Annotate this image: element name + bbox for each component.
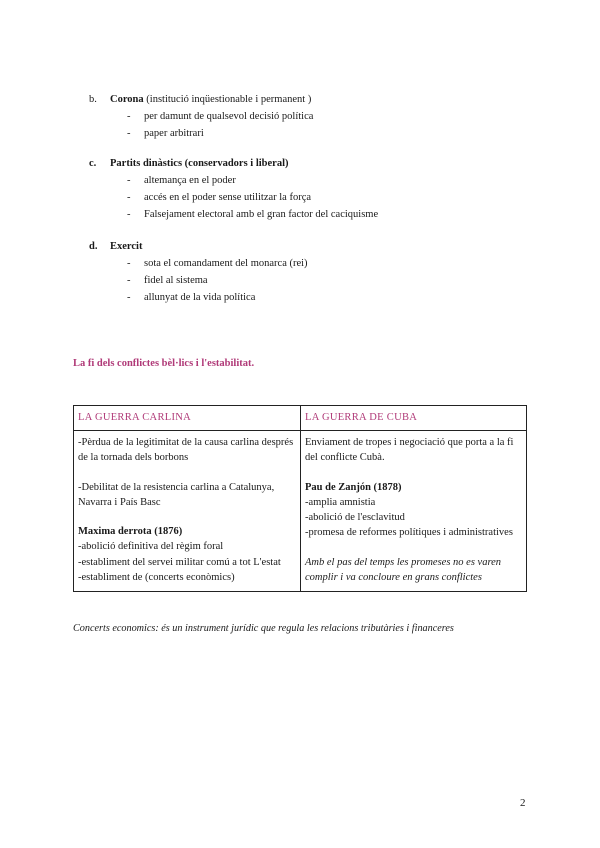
dash-marker: - [127, 209, 131, 221]
header-guerra-cuba: LA GUERRA DE CUBA [301, 406, 527, 431]
list-item-text: fidel al sistema [144, 275, 208, 287]
bullet-list [89, 256, 308, 307]
section-title-conflicts: La fi dels conflictes bèl·lics i l'estabilitat. [73, 358, 255, 369]
dash-marker: - [127, 111, 131, 123]
list-item-text: paper arbitrari [144, 128, 204, 140]
italic-note: Amb el pas del temps les promeses no es varen complir i va concloure en grans conflictes [305, 556, 502, 583]
text-line: -establiment de (concerts econòmics) [78, 571, 235, 583]
dash-marker: - [127, 128, 131, 140]
bullet-list [89, 173, 378, 224]
table-row [74, 431, 527, 592]
list-item [89, 290, 308, 307]
list-item-text: altemança en el poder [144, 175, 236, 187]
section-heading [89, 92, 313, 107]
subheading: Pau de Zanjón (1878) [305, 481, 402, 493]
section-corona [89, 92, 313, 143]
section-letter: c. [89, 158, 97, 169]
text-line: -promesa de reformes polítiques i administratives [305, 527, 513, 539]
subheading: Maxima derrota (1876) [78, 526, 183, 538]
text-line: -abolició definitiva del règim foral [78, 541, 224, 553]
list-item [89, 126, 313, 143]
section-letter: d. [89, 241, 98, 252]
dash-marker: - [127, 292, 131, 304]
section-heading [89, 156, 378, 171]
text-line: -establiment del servei militar comú a tot L'estat [78, 556, 281, 568]
section-title-suffix: (institució inqüestionable i permanent ) [143, 94, 312, 105]
paragraph: -Debilitat de la resistencia carlina a Catalunya, Navarra i País Basc [78, 481, 275, 508]
list-item-text: allunyat de la vida política [144, 292, 256, 304]
text-line: -amplia amnistia [305, 496, 376, 508]
list-item-text: sota el comandament del monarca (rei) [144, 258, 308, 270]
list-item-text: accés en el poder sense utilitzar la força [144, 192, 312, 204]
dash-marker: - [127, 275, 131, 287]
section-exercit [89, 239, 308, 307]
paragraph: -Pèrdua de la legitimitat de la causa carlina després de la tornada dels borbons [78, 437, 294, 464]
section-title: Corona [110, 94, 144, 105]
list-item [89, 109, 313, 126]
cell-guerra-cuba [301, 431, 527, 592]
list-item [89, 207, 378, 224]
dash-marker: - [127, 175, 131, 187]
header-guerra-carlina: LA GUERRA CARLINA [74, 406, 301, 431]
cell-guerra-carlina [74, 431, 301, 592]
text-line: -abolició de l'esclavitud [305, 512, 405, 524]
section-title: Partits dinàstics (conservadors i liberal) [110, 158, 289, 169]
list-item [89, 173, 378, 190]
list-item [89, 273, 308, 290]
list-item [89, 256, 308, 273]
section-heading [89, 239, 308, 254]
bullet-list [89, 109, 313, 143]
table-header-row [74, 406, 527, 431]
section-letter: b. [89, 94, 97, 105]
dash-marker: - [127, 258, 131, 270]
list-item-text: Falsejament electoral amb el gran factor del caciquisme [144, 209, 379, 221]
section-partits [89, 156, 378, 224]
footnote: Concerts economics: és un instrument jurídic que regula les relacions tributàries i financeres [73, 623, 454, 634]
section-title: Exercit [110, 241, 143, 252]
list-item-text: per damunt de qualsevol decisió política [144, 111, 314, 123]
comparison-table [73, 405, 527, 592]
dash-marker: - [127, 192, 131, 204]
list-item [89, 190, 378, 207]
page-number: 2 [520, 797, 526, 809]
paragraph: Enviament de tropes i negociació que porta a la fi del conflicte Cubà. [305, 437, 514, 464]
